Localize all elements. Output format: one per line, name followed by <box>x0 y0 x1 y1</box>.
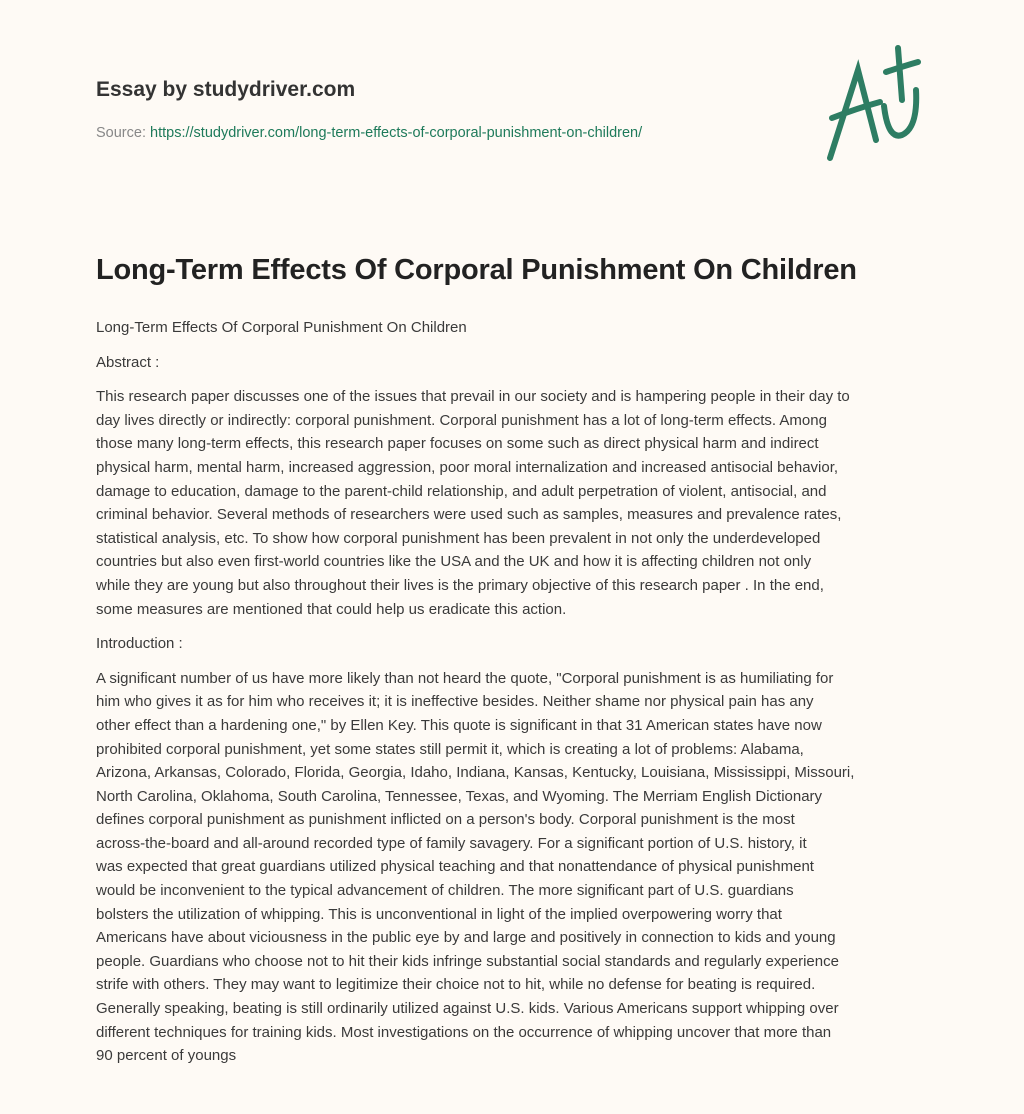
paragraph-line: Arizona, Arkansas, Colorado, Florida, Georgia, Idaho, Indiana, Kansas, Kentucky, Louisiana, Mississippi, Missouri, <box>96 764 855 782</box>
essay-body <box>96 316 936 1079</box>
paragraph-line: those many long-term effects, this research paper focuses on some such as direct physical harm and indirect <box>96 435 819 453</box>
site-brand: Essay by studydriver.com <box>96 78 356 101</box>
paragraph-line: countries but also even first-world countries like the USA and the UK and how it is affecting children not only <box>96 553 812 571</box>
introduction-heading: Introduction : <box>96 635 183 653</box>
introduction-paragraph <box>96 667 936 1068</box>
essay-subtitle: Long-Term Effects Of Corporal Punishment On Children <box>96 319 467 336</box>
paragraph-line: would be inconvenient to the typical advancement of children. The more significant part of U.S. guardians <box>96 882 794 900</box>
paragraph-line: statistical analysis, etc. To show how corporal punishment has been prevalent in not only the underdeveloped <box>96 529 821 547</box>
paragraph-line: Americans have about viciousness in the public eye by and large and positively in connection to kids and young <box>96 929 836 947</box>
paragraph-line: physical harm, mental harm, increased aggression, poor moral internalization and increased antisocial behavior, <box>96 458 839 476</box>
paragraph-line: This research paper discusses one of the issues that prevail in our society and is hampering people in their day to <box>96 388 850 406</box>
paragraph-line: was expected that great guardians utilized physical teaching and that nonattendance of physical punishment <box>96 858 814 876</box>
paragraph-line: criminal behavior. Several methods of researchers were used such as samples, measures and prevalence rates, <box>96 506 842 524</box>
paragraph-line: while they are young but also throughout their lives is the primary objective of this research paper . In the end, <box>96 576 824 594</box>
paragraph-line: defines corporal punishment as punishment inflicted on a person's body. Corporal punishment is the most <box>96 811 795 829</box>
page-title: Long-Term Effects Of Corporal Punishment On Children <box>96 254 857 286</box>
paragraph-line: some measures are mentioned that could help us eradicate this action. <box>96 600 567 618</box>
paragraph-line: A significant number of us have more likely than not heard the quote, "Corporal punishment is as humiliating for <box>96 669 834 687</box>
source-label: Source: <box>96 125 146 141</box>
paragraph-line: day lives directly or indirectly: corporal punishment. Corporal punishment has a lot of long-term effects. Among <box>96 411 827 429</box>
paragraph-line: North Carolina, Oklahoma, South Carolina, Tennessee, Texas, and Wyoming. The Merriam English Dictionary <box>96 787 823 805</box>
paragraph-line: different techniques for training kids. Most investigations on the occurrence of whipping uncover that more than <box>96 1023 832 1041</box>
paragraph-line: other effect than a hardening one," by Ellen Key. This quote is significant in that 31 American states have now <box>96 716 822 734</box>
paragraph-line: Generally speaking, beating is still ordinarily utilized against U.S. kids. Various Americans support whipping over <box>96 1000 839 1018</box>
paragraph-line: bolsters the utilization of whipping. This is unconventional in light of the implied overpowering worry that <box>96 905 782 923</box>
paragraph-line: damage to education, damage to the parent-child relationship, and adult perpetration of violent, antisocial, and <box>96 482 827 500</box>
paragraph-line: across-the-board and all-around recorded type of family savagery. For a significant portion of U.S. history, it <box>96 834 807 852</box>
paragraph-line: prohibited corporal punishment, yet some states still permit it, which is creating a lot of problems: Alabama, <box>96 740 804 758</box>
abstract-paragraph <box>96 385 936 621</box>
paragraph-line: 90 percent of youngs <box>96 1047 237 1065</box>
source-link[interactable]: https://studydriver.com/long-term-effects-of-corporal-punishment-on-children/ <box>150 125 643 141</box>
paragraph-line: people. Guardians who choose not to hit their kids infringe substantial social standards and regularly experience <box>96 952 839 970</box>
paragraph-line: him who gives it as for him who receives it; it is ineffective besides. Neither shame nor physical pain has any <box>96 693 814 711</box>
source-line <box>96 125 642 141</box>
a-plus-logo-icon <box>818 40 928 170</box>
paragraph-line: strife with others. They may want to legitimize their choice not to hit, while no defense for beating is required. <box>96 976 816 994</box>
abstract-heading: Abstract : <box>96 353 160 371</box>
